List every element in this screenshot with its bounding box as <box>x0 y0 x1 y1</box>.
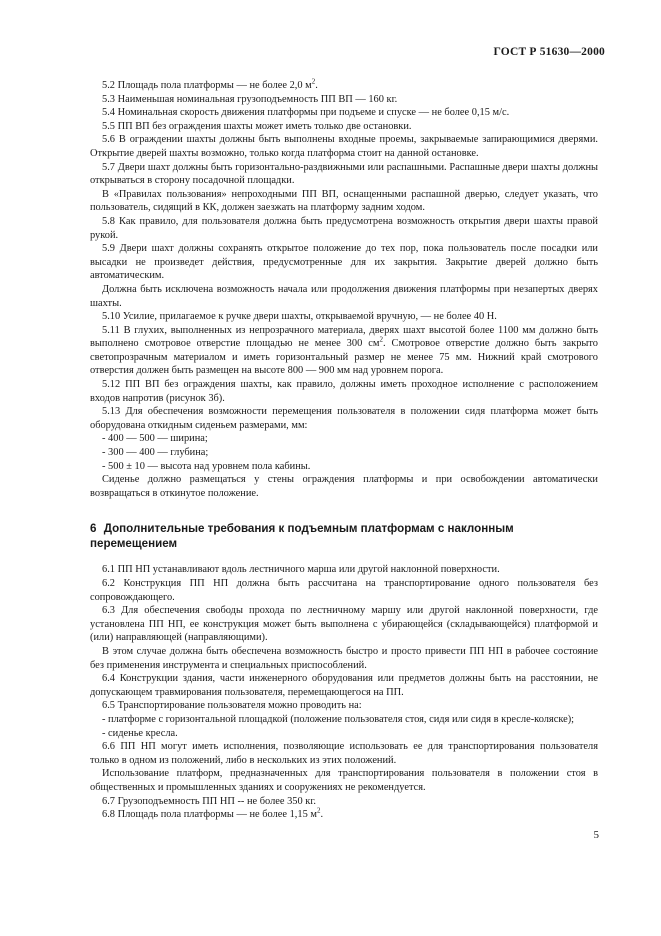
paragraph <box>90 378 598 405</box>
paragraph <box>90 713 598 727</box>
paragraph-text-tail: . Смотровое отверстие должно быть закрыто светопрозрачным материалом и иметь горизонтальный размер не менее 75 мм. Нижний край смотрового отверстия должен быть размещен на высоте 800 — 900 мм над уровнем порога. <box>90 338 598 377</box>
paragraph <box>90 795 598 809</box>
paragraph <box>90 93 598 107</box>
paragraph <box>90 699 598 713</box>
paragraph-text: 5.5 ПП ВП без ограждения шахты может иметь только две остановки. <box>102 120 412 132</box>
paragraph <box>90 215 598 242</box>
document-code-header: ГОСТ Р 51630—2000 <box>493 46 605 58</box>
section-6-title: Дополнительные требования к подъемным платформам с наклонным перемещением <box>90 522 514 550</box>
paragraph-text: 5.11 В глухих, выполненных из непрозрачного материала, дверях шахт высотой более 1100 мм должно быть выполнено смотровое отверстие площадью не менее 300 см <box>90 324 598 350</box>
paragraph-text: 6.3 Для обеспечения свободы прохода по лестничному маршу или другой наклонной поверхности, где установлена ПП НП, ее конструкция может быть выполнена с убирающейся (складывающейся) платформой и (или) направляющей (направляющими). <box>90 605 598 644</box>
paragraph <box>90 310 598 324</box>
paragraph <box>90 106 598 120</box>
paragraph-text: В «Правилах пользования» непроходными ПП ВП, оснащенными распашной дверью, следует указать, что пользователь, сидящий в КК, должен заезжать на платформу задним ходом. <box>90 188 598 214</box>
paragraph <box>90 460 598 474</box>
paragraph <box>90 577 598 604</box>
paragraph-text: 5.2 Площадь пола платформы — не более 2,0 м <box>102 80 312 91</box>
section-6-paragraphs <box>90 563 598 821</box>
paragraph-text: Должна быть исключена возможность начала или продолжения движения платформы при незапертых дверях шахты. <box>90 283 598 309</box>
paragraph <box>90 120 598 134</box>
section-6-number: 6 <box>90 522 97 536</box>
page-number: 5 <box>593 829 599 841</box>
paragraph <box>90 645 598 672</box>
paragraph <box>90 283 598 310</box>
paragraph-text: 5.12 ПП ВП без ограждения шахты, как правило, должны иметь проходное исполнение с расположением входов напротив (рисунок 3б). <box>90 379 598 404</box>
paragraph-text: 6.6 ПП НП могут иметь исполнения, позволяющие использовать ее для транспортирования пользователя только в одном из положений, либо в нескольких из этих положений. <box>90 741 598 766</box>
paragraph-text: 6.1 ПП НП устанавливают вдоль лестничного марша или другой наклонной поверхности. <box>102 564 500 576</box>
paragraph-text: - платформе с горизонтальной площадкой (положение пользователя стоя, сидя или сидя в кресле-коляске); <box>102 713 575 725</box>
paragraph-text: 5.10 Усилие, прилагаемое к ручке двери шахты, открываемой вручную, — не более 40 Н. <box>102 311 497 323</box>
paragraph-text: 6.4 Конструкции здания, части инженерного оборудования или предметов должны быть на расстоянии, не допускающем травмирования пользователя, перемещающегося на ПП. <box>90 673 598 698</box>
paragraph <box>90 808 598 822</box>
paragraph-text: 6.2 Конструкция ПП НП должна быть рассчитана на транспортирование одного пользователя без сопровождающего. <box>90 578 598 603</box>
paragraph-text: 5.9 Двери шахт должны сохранять открытое положение до тех пор, пока пользователь после посадки или высадки не произведет действия, предусмотренные для их закрытия. Закрытие дверей должно быть автоматическим. <box>90 243 598 282</box>
paragraph <box>90 79 598 93</box>
paragraph-text: 5.8 Как правило, для пользователя должна быть предусмотрена возможность открытия двери шахты правой рукой. <box>90 215 598 241</box>
paragraph-text-tail: . <box>320 809 324 821</box>
paragraph-text: 5.4 Номинальная скорость движения платформы при подъеме и спуске — не более 0,15 м/с. <box>102 107 510 119</box>
paragraph <box>90 405 598 432</box>
paragraph <box>90 767 598 794</box>
paragraph-text: 5.3 Наименьшая номинальная грузоподъемность ПП ВП — 160 кг. <box>102 93 398 105</box>
paragraph <box>90 604 598 645</box>
paragraph-text: Сиденье должно размещаться у стены ограждения платформы и при освобождении автоматически возвращаться в откинутое положение. <box>90 474 598 499</box>
paragraph <box>90 161 598 188</box>
paragraph-text: 6.7 Грузоподъемность ПП НП -- не более 350 кг. <box>102 795 317 807</box>
document-body <box>90 79 598 822</box>
paragraph-text-tail: . <box>315 80 318 91</box>
paragraph <box>90 242 598 283</box>
superscript: 2 <box>311 77 316 86</box>
paragraph-text: 5.13 Для обеспечения возможности перемещения пользователя в положении сидя платформа может быть оборудована откидным сиденьем размерами, мм: <box>90 406 598 431</box>
paragraph <box>90 432 598 446</box>
paragraph <box>90 188 598 215</box>
superscript: 2 <box>379 335 383 344</box>
paragraph <box>90 473 598 500</box>
paragraph-text: 6.5 Транспортирование пользователя можно проводить на: <box>102 700 362 712</box>
paragraph-text: - 300 — 400 — глубина; <box>102 447 209 459</box>
paragraph-text: - 400 — 500 — ширина; <box>102 433 208 445</box>
paragraph <box>90 133 598 160</box>
paragraph-text: Использование платформ, предназначенных для транспортирования пользователя в положении стоя в общественных и промышленных зданиях и сооружениях не рекомендуется. <box>90 768 598 793</box>
paragraph-text: - 500 ± 10 — высота над уровнем пола кабины. <box>102 460 311 472</box>
paragraph-text: 5.6 В ограждении шахты должны быть выполнены входные проемы, закрываемые запирающимися дверями. Открытие дверей шахты возможно, только когда платформа стоит на данной остановке. <box>90 134 598 159</box>
paragraph <box>90 727 598 741</box>
section-5-paragraphs <box>90 79 598 500</box>
superscript: 2 <box>316 806 321 815</box>
paragraph <box>90 446 598 460</box>
paragraph-text: - сиденье кресла. <box>102 727 178 739</box>
paragraph-text: 6.8 Площадь пола платформы — не более 1,15 м <box>102 809 317 821</box>
paragraph-text: 5.7 Двери шахт должны быть горизонтально-раздвижными или распашными. Распашные двери шахты должны открываться в сторону посадочной площадки. <box>90 161 598 187</box>
paragraph-text: В этом случае должна быть обеспечена возможность быстро и просто привести ПП НП в рабочее состояние без применения инструмента и специальных приспособлений. <box>90 645 598 671</box>
section-6-heading <box>90 522 598 551</box>
paragraph <box>90 672 598 699</box>
paragraph <box>90 324 598 378</box>
paragraph <box>90 563 598 577</box>
paragraph <box>90 740 598 767</box>
